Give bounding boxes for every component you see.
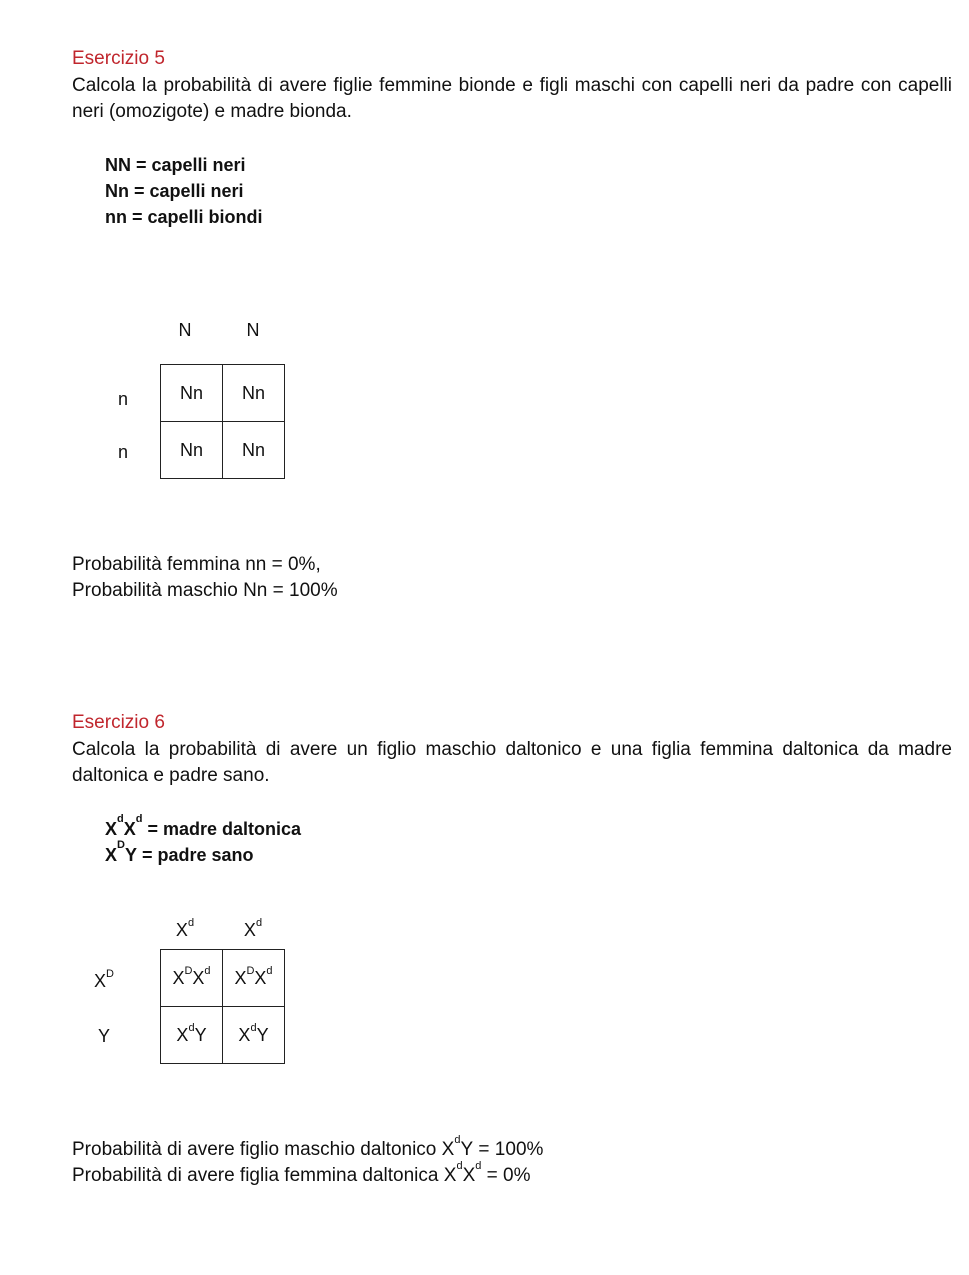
punnett-5-col-header: N xyxy=(178,320,192,340)
table-row xyxy=(161,950,285,1007)
punnett-cell: $X^DX^d$ xyxy=(161,950,223,1007)
punnett-cell: Nn xyxy=(161,365,223,422)
exercise-6-title: Esercizio 6 xyxy=(72,712,165,733)
exercise-6-legend xyxy=(105,813,302,868)
exercise-5-legend xyxy=(105,152,263,230)
result-line: Probabilità femmina nn = 0%, xyxy=(72,554,321,575)
result-line: Probabilità di avere figlio maschio daltonico $X^dY = 100\%$ xyxy=(72,1134,544,1160)
punnett-cell: $X^dY$ xyxy=(223,1007,285,1064)
punnett-6-col-header: $X^d$ xyxy=(175,917,195,940)
punnett-5-row-header: n xyxy=(117,442,128,462)
exercise-6-results xyxy=(72,1134,544,1189)
punnett-cell: Nn xyxy=(223,365,285,422)
legend-item: $X^dX^d$ = madre daltonica xyxy=(105,813,302,839)
table-row xyxy=(161,365,285,422)
punnett-5-row-header: n xyxy=(117,389,128,409)
punnett-cell: $X^DX^d$ xyxy=(223,950,285,1007)
punnett-6-row-header: Y xyxy=(97,1026,110,1046)
legend-item: nn = capelli biondi xyxy=(105,207,263,227)
punnett-square-5 xyxy=(160,364,285,479)
exercise-5-results xyxy=(72,552,338,604)
result-line: Probabilità maschio Nn = 100% xyxy=(72,580,338,601)
punnett-cell: $X^dY$ xyxy=(161,1007,223,1064)
punnett-6-row-header: $X^D$ xyxy=(94,968,114,991)
punnett-cell: Nn xyxy=(161,422,223,479)
table-row xyxy=(161,1007,285,1064)
punnett-square-6 xyxy=(160,949,285,1064)
legend-item: NN = capelli neri xyxy=(105,155,246,175)
result-line: Probabilità di avere figlia femmina daltonica $X^dX^d = 0\%$ xyxy=(72,1160,531,1186)
exercise-5-title: Esercizio 5 xyxy=(72,48,165,69)
punnett-6-col-header: $X^d$ xyxy=(243,917,263,940)
punnett-cell: Nn xyxy=(223,422,285,479)
table-row xyxy=(161,422,285,479)
legend-item: Nn = capelli neri xyxy=(105,181,244,201)
exercise-6-text: Calcola la probabilità di avere un figlio maschio daltonico e una figlia femmina daltonica da madre daltonica e padre sano. xyxy=(72,739,952,786)
punnett-5-col-header: N xyxy=(246,320,260,340)
legend-item: $X^DY$ = padre sano xyxy=(105,839,254,865)
exercise-5-text: Calcola la probabilità di avere figlie femmine bionde e figli maschi con capelli neri da padre con capelli neri (omozigote) e madre bionda. xyxy=(72,75,952,122)
